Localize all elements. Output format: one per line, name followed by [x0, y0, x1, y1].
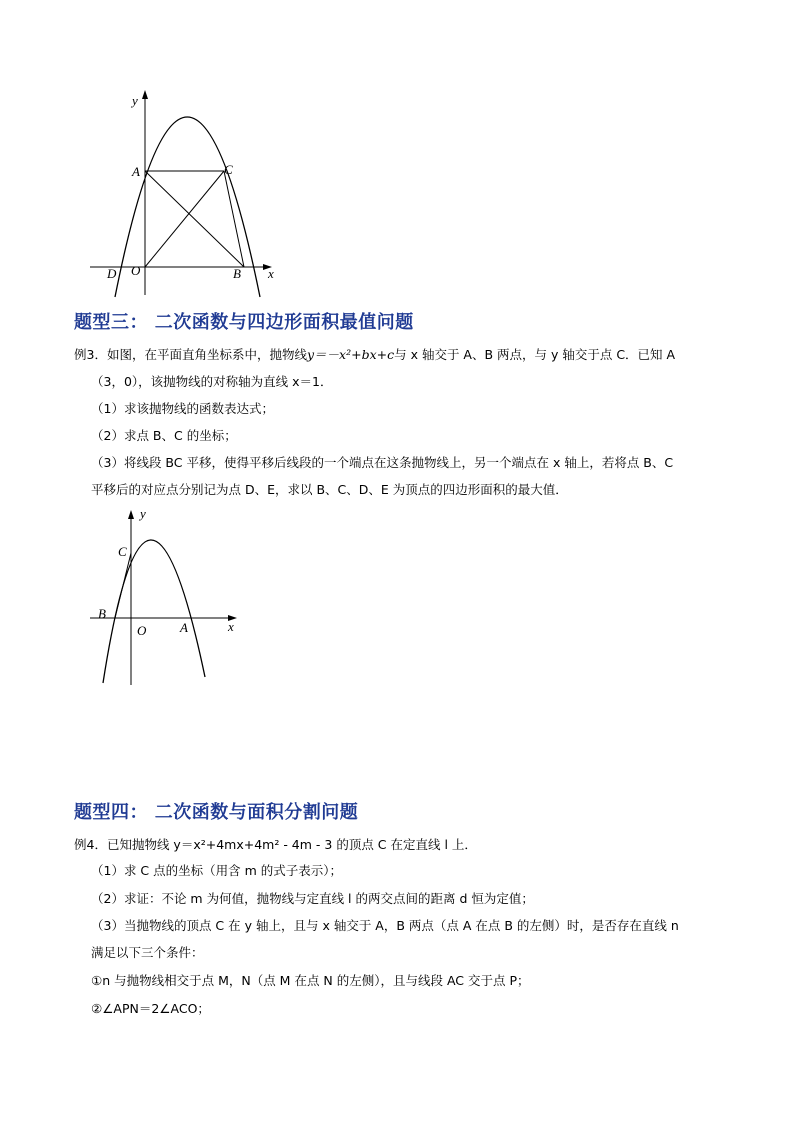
- fig1-label-x: x: [268, 266, 274, 281]
- fig1-label-a: A: [132, 164, 140, 179]
- example-4-question-1: （1）求 C 点的坐标（用含 m 的式子表示）；: [91, 863, 343, 878]
- example-3-line-1: [74, 346, 675, 364]
- fig1-label-y: y: [132, 93, 138, 108]
- fig2-label-c: C: [118, 544, 127, 559]
- example-3-formula: y＝－x²+bx+c: [306, 347, 395, 362]
- fig1-label-o: O: [131, 263, 141, 278]
- fig1-label-c: C: [224, 162, 233, 177]
- example-4-question-3-line-2: 满足以下三个条件：: [91, 945, 204, 960]
- example-3-question-1: （1）求该抛物线的函数表达式；: [91, 401, 274, 416]
- fig2-label-b: B: [98, 606, 106, 621]
- example-4-question-2: （2）求证：不论 m 为何值，抛物线与定直线 l 的两交点间的距离 d 恒为定值；: [91, 891, 534, 906]
- fig1-label-d: D: [107, 266, 117, 281]
- example-4-condition-2: ②∠APN＝2∠ACO；: [91, 1001, 210, 1016]
- figure-2-graph: [85, 505, 245, 690]
- figure-1-graph: [80, 85, 290, 300]
- example-4-question-3-line-1: （3）当抛物线的顶点 C 在 y 轴上，且与 x 轴交于 A，B 两点（点 A 在点 B 的左侧）时，是否存在直线 n: [91, 918, 679, 933]
- example-3-question-3-line-1: （3）将线段 BC 平移，使得平移后线段的一个端点在这条抛物线上，另一个端点在 x 轴上，若将点 B、C: [91, 455, 674, 470]
- fig2-label-a: A: [180, 620, 188, 635]
- fig1-label-b: B: [233, 266, 241, 281]
- example-3-question-2: （2）求点 B、C 的坐标；: [91, 428, 237, 443]
- example-4-line-1: 例4．已知抛物线 y＝x²+4mx+4m² - 4m - 3 的顶点 C 在定直线 l 上．: [74, 837, 477, 852]
- example-4-condition-1: ①n 与抛物线相交于点 M，N（点 M 在点 N 的左侧），且与线段 AC 交于点 P；: [91, 973, 530, 988]
- fig2-label-o: O: [137, 623, 147, 638]
- example-3-intro: 例3．如图，在平面直角坐标系中，抛物线: [74, 347, 307, 362]
- example-3-line-2: （3，0），该抛物线的对称轴为直线 x＝1．: [91, 374, 333, 389]
- section-3-heading: 题型三： 二次函数与四边形面积最值问题: [74, 312, 414, 333]
- fig2-label-x: x: [228, 619, 234, 634]
- example-3-intro-2: 与 x 轴交于 A、B 两点，与 y 轴交于点 C．已知 A: [394, 347, 676, 362]
- example-3-question-3-line-2: 平移后的对应点分别记为点 D、E，求以 B、C、D、E 为顶点的四边形面积的最大值．: [91, 482, 568, 497]
- fig2-label-y: y: [140, 506, 146, 521]
- section-4-heading: 题型四： 二次函数与面积分割问题: [74, 802, 359, 823]
